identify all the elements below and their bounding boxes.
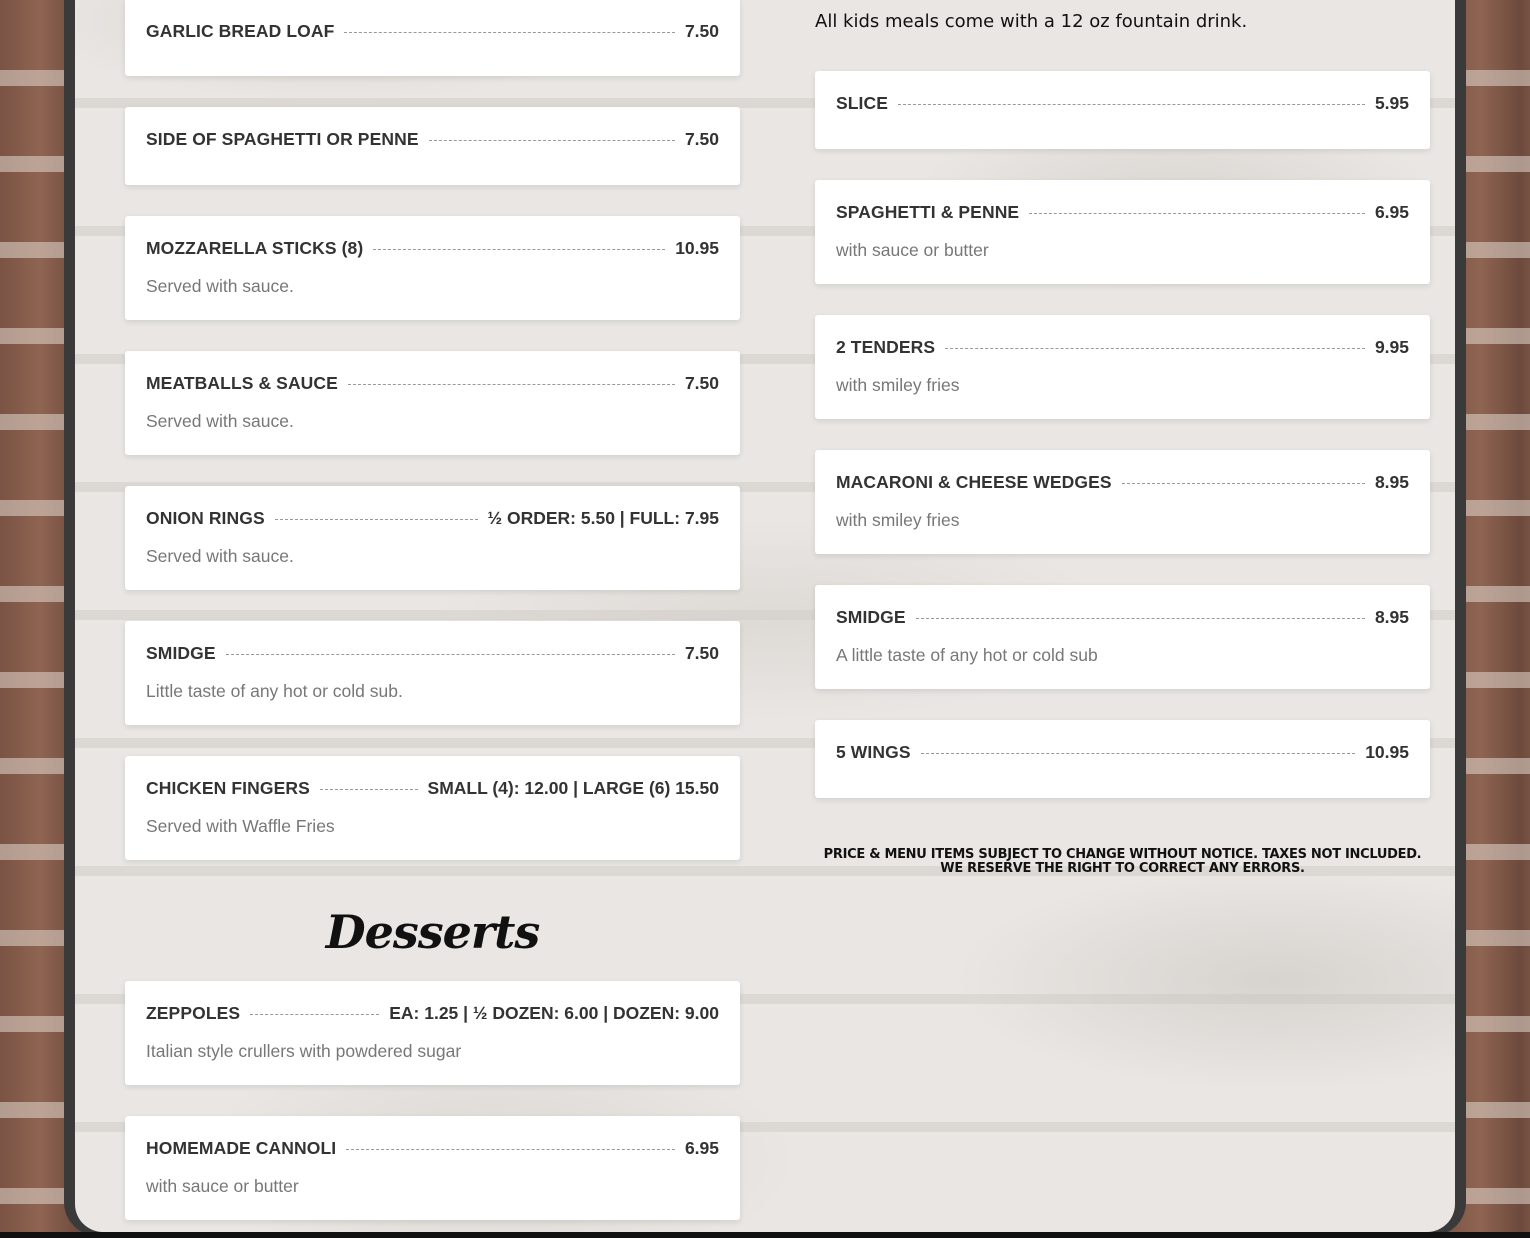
item-description: A little taste of any hot or cold sub — [836, 645, 1098, 665]
item-name: SIDE OF SPAGHETTI OR PENNE — [146, 129, 419, 149]
dot-leader — [898, 104, 1365, 105]
item-name: ZEPPOLES — [146, 1003, 241, 1023]
item-price: 10.95 — [1365, 742, 1409, 762]
menu-item-card — [125, 216, 740, 320]
item-description: with sauce or butter — [146, 1176, 299, 1196]
dot-leader — [1029, 213, 1365, 214]
item-name: 5 WINGS — [836, 742, 911, 762]
menu-item-card — [125, 981, 740, 1085]
item-description: Italian style crullers with powdered sugar — [146, 1041, 462, 1061]
item-price: 6.95 — [1374, 202, 1409, 222]
menu-item-card — [125, 0, 740, 76]
menu-item-card — [815, 315, 1430, 419]
menu-item-card — [125, 351, 740, 455]
dot-leader — [250, 1014, 379, 1015]
item-price: 7.50 — [684, 21, 719, 41]
menu-item-card — [125, 621, 740, 725]
menu-item-card — [125, 486, 740, 590]
kids-meal-note: All kids meals come with a 12 oz fountain drink. — [815, 11, 1248, 32]
dot-leader — [916, 618, 1365, 619]
item-name: SMIDGE — [836, 607, 906, 627]
bottom-edge — [0, 1232, 1530, 1238]
dot-leader — [275, 519, 478, 520]
item-price: 5.95 — [1374, 93, 1409, 113]
item-price: 9.95 — [1374, 337, 1409, 357]
item-name: MEATBALLS & SAUCE — [146, 373, 338, 393]
dot-leader — [429, 140, 675, 141]
menu-item-card — [815, 585, 1430, 689]
item-price: 8.95 — [1374, 607, 1409, 627]
dot-leader — [346, 1149, 675, 1150]
dot-leader — [320, 789, 418, 790]
menu-item-card — [125, 107, 740, 185]
item-price: 7.50 — [684, 129, 719, 149]
item-price: ½ ORDER: 5.50 | FULL: 7.95 — [487, 508, 719, 528]
item-description: with sauce or butter — [836, 240, 989, 260]
price-disclaimer: PRICE & MENU ITEMS SUBJECT TO CHANGE WITHOUT NOTICE. TAXES NOT INCLUDED. WE RESERVE THE RIGHT TO CORRECT ANY ERRORS. — [823, 847, 1422, 876]
item-name: MACARONI & CHEESE WEDGES — [836, 472, 1112, 492]
dot-leader — [921, 753, 1356, 754]
dot-leader — [344, 32, 675, 33]
menu-item-card — [815, 450, 1430, 554]
item-name: CHICKEN FINGERS — [146, 778, 310, 798]
dot-leader — [1122, 483, 1365, 484]
item-price: 6.95 — [684, 1138, 719, 1158]
dot-leader — [945, 348, 1365, 349]
item-description: Served with sauce. — [146, 276, 294, 296]
item-description: Served with sauce. — [146, 411, 294, 431]
item-name: SPAGHETTI & PENNE — [836, 202, 1020, 222]
item-name: ONION RINGS — [146, 508, 265, 528]
menu-item-card — [125, 756, 740, 860]
item-description: Served with Waffle Fries — [146, 816, 335, 836]
dot-leader — [373, 249, 665, 250]
item-name: GARLIC BREAD LOAF — [146, 21, 335, 41]
item-description: Little taste of any hot or cold sub. — [146, 681, 403, 701]
menu-item-card — [815, 71, 1430, 149]
menu-item-card — [125, 1116, 740, 1220]
desserts-heading: Desserts — [325, 905, 540, 959]
menu-item-card — [815, 720, 1430, 798]
item-description: with smiley fries — [836, 510, 960, 530]
item-price: 10.95 — [675, 238, 719, 258]
item-name: SMIDGE — [146, 643, 216, 663]
item-price: SMALL (4): 12.00 | LARGE (6) 15.50 — [427, 778, 719, 798]
menu-item-card — [815, 180, 1430, 284]
item-name: 2 TENDERS — [836, 337, 936, 357]
item-description: with smiley fries — [836, 375, 960, 395]
item-description: Served with sauce. — [146, 546, 294, 566]
item-name: SLICE — [836, 93, 889, 113]
item-price: 7.50 — [684, 373, 719, 393]
dot-leader — [348, 384, 675, 385]
item-price: EA: 1.25 | ½ DOZEN: 6.00 | DOZEN: 9.00 — [389, 1003, 719, 1023]
item-price: 8.95 — [1374, 472, 1409, 492]
dot-leader — [226, 654, 675, 655]
item-name: MOZZARELLA STICKS (8) — [146, 238, 364, 258]
item-name: HOMEMADE CANNOLI — [146, 1138, 337, 1158]
item-price: 7.50 — [684, 643, 719, 663]
